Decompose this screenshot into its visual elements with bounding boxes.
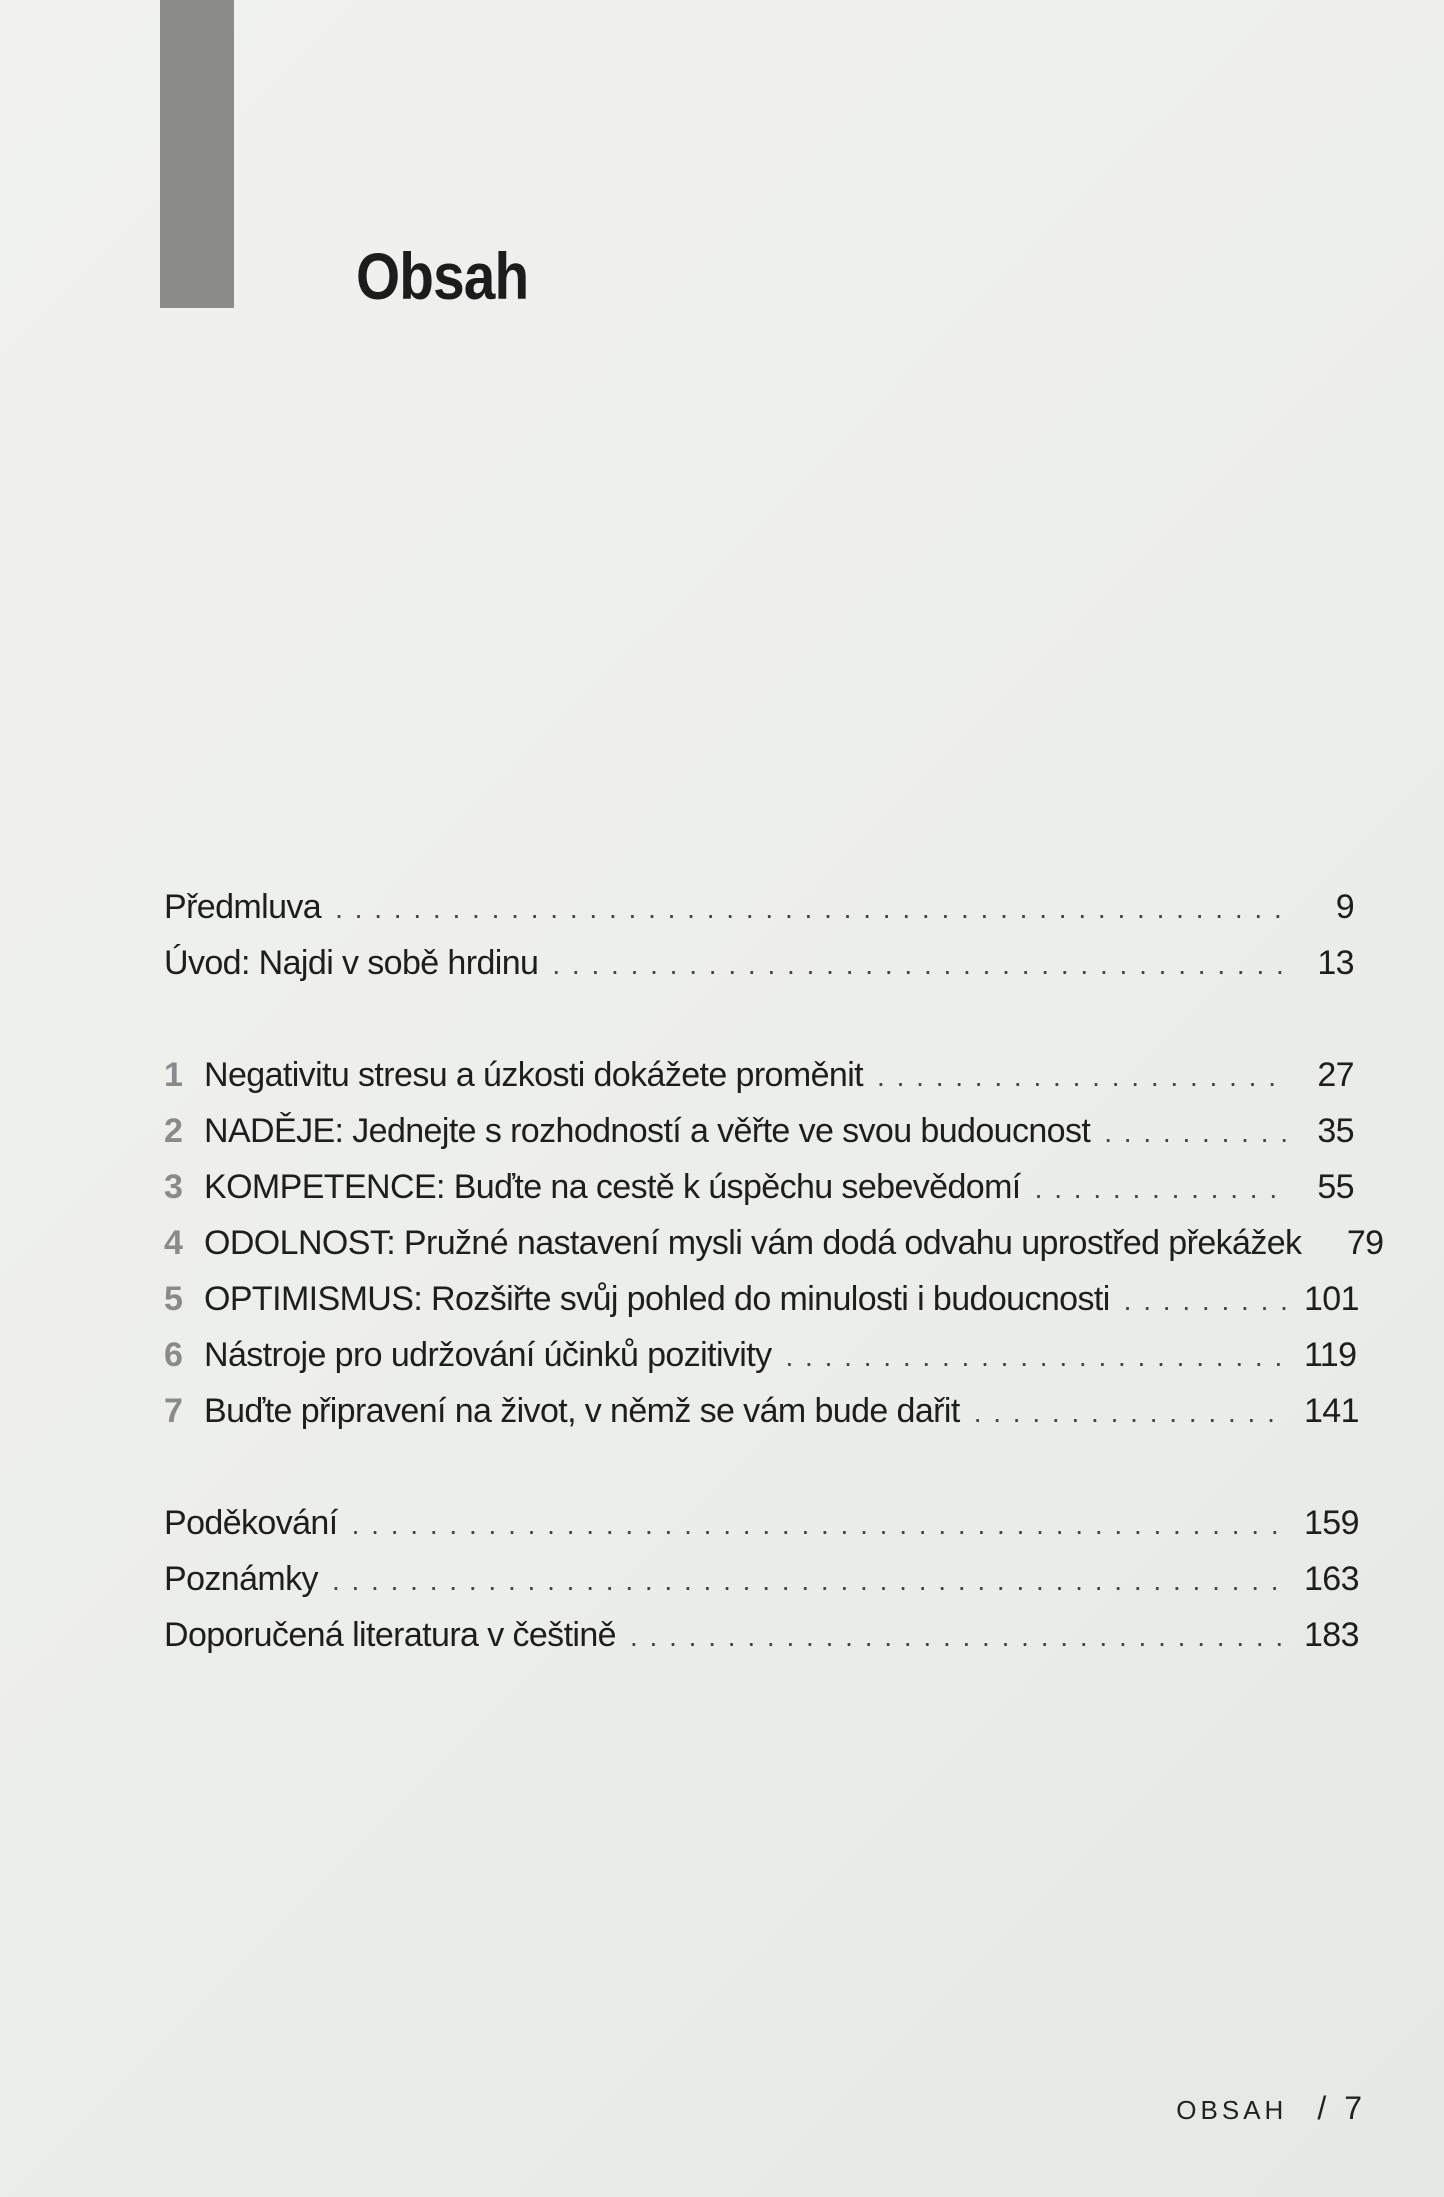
decorative-bar [160, 0, 234, 308]
toc-entry-page: 13 [1317, 944, 1354, 982]
toc-entry-label: Buďte připravení na život, v němž se vám bude dařit [204, 1392, 960, 1430]
chapter-number: 5 [164, 1280, 183, 1318]
page-footer [1176, 2090, 1362, 2127]
toc-entry-label: Poznámky [164, 1560, 318, 1598]
running-head: OBSAH [1176, 2095, 1288, 2125]
toc-entry-chapter-7[interactable] [164, 1392, 1359, 1440]
toc-entry-page: 35 [1317, 1112, 1354, 1150]
toc-entry-label: Negativitu stresu a úzkosti dokážete proměnit [204, 1056, 864, 1094]
page-number: 7 [1344, 2090, 1362, 2126]
toc-entry-page: 9 [1335, 888, 1354, 926]
toc-entry-predmluva[interactable] [164, 888, 1354, 936]
toc-entry-label: Poděkování [164, 1504, 338, 1542]
toc-entry-label: Úvod: Najdi v sobě hrdinu [164, 944, 539, 982]
toc-entry-poznamky[interactable] [164, 1560, 1359, 1608]
toc-entry-uvod[interactable] [164, 944, 1354, 992]
toc-entry-chapter-4[interactable] [164, 1224, 1384, 1272]
toc-entry-chapter-5[interactable] [164, 1280, 1359, 1328]
toc-entry-page: 119 [1304, 1336, 1357, 1374]
chapter-number: 2 [164, 1112, 183, 1150]
toc-entry-page: 141 [1304, 1392, 1359, 1430]
dot-leader [335, 893, 1286, 925]
dot-leader [974, 1397, 1286, 1429]
page-title: Obsah [356, 239, 529, 313]
dot-leader [877, 1061, 1286, 1093]
toc-entry-page: 101 [1304, 1280, 1359, 1318]
toc-entry-page: 159 [1304, 1504, 1359, 1542]
dot-leader [786, 1341, 1287, 1373]
dot-leader [630, 1621, 1286, 1653]
toc-entry-label: Předmluva [164, 888, 322, 926]
dot-leader [552, 949, 1286, 981]
toc-entry-literatura[interactable] [164, 1616, 1359, 1664]
toc-entry-chapter-6[interactable] [164, 1336, 1357, 1384]
toc-entry-label: NADĚJE: Jednejte s rozhodností a věřte ve svou budoucnost [204, 1112, 1091, 1150]
toc-entry-page: 163 [1304, 1560, 1359, 1598]
toc-entry-label: Doporučená literatura v češtině [164, 1616, 616, 1654]
dot-leader [1124, 1285, 1286, 1317]
toc-entry-label: ODOLNOST: Pružné nastavení mysli vám dodá odvahu uprostřed překážek [204, 1224, 1302, 1262]
toc-entry-page: 27 [1317, 1056, 1354, 1094]
toc-entry-label: Nástroje pro udržování účinků pozitivity [204, 1336, 772, 1374]
chapter-number: 6 [164, 1336, 183, 1374]
toc-entry-label: OPTIMISMUS: Rozšiřte svůj pohled do minulosti i budoucnosti [204, 1280, 1110, 1318]
toc-entry-page: 183 [1304, 1616, 1359, 1654]
chapter-number: 7 [164, 1392, 183, 1430]
dot-leader [1104, 1117, 1286, 1149]
chapter-number: 1 [164, 1056, 183, 1094]
dot-leader [332, 1565, 1286, 1597]
chapter-number: 3 [164, 1168, 183, 1206]
footer-separator: / [1317, 2090, 1327, 2126]
toc-entry-page: 55 [1317, 1168, 1354, 1206]
dot-leader [1035, 1173, 1286, 1205]
toc-entry-chapter-3[interactable] [164, 1168, 1354, 1216]
toc-entry-label: KOMPETENCE: Buďte na cestě k úspěchu sebevědomí [204, 1168, 1021, 1206]
toc-entry-podekovani[interactable] [164, 1504, 1359, 1552]
toc-entry-page: 79 [1346, 1224, 1384, 1262]
dot-leader [352, 1509, 1286, 1541]
toc-entry-chapter-1[interactable] [164, 1056, 1354, 1104]
chapter-number: 4 [164, 1224, 183, 1262]
toc-entry-chapter-2[interactable] [164, 1112, 1354, 1160]
